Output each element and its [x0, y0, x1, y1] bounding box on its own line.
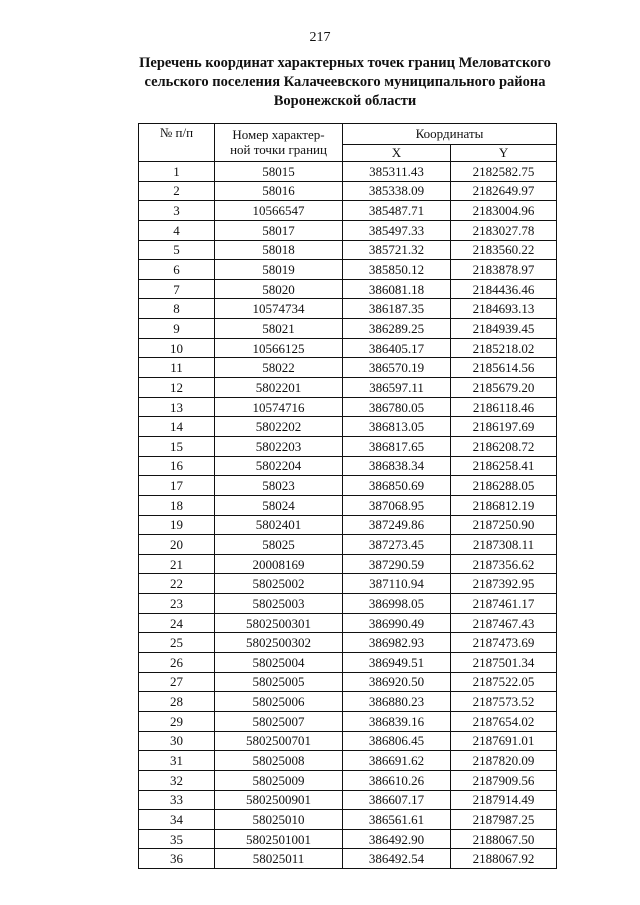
table-row [139, 378, 557, 398]
row-index-cell: 7 [139, 279, 215, 299]
row-x-cell: 387273.45 [343, 535, 451, 555]
table-row [139, 810, 557, 830]
row-index-cell: 21 [139, 554, 215, 574]
table-row [139, 711, 557, 731]
row-point-cell: 58025003 [215, 594, 343, 614]
row-x-cell: 385850.12 [343, 260, 451, 280]
row-x-cell: 386610.26 [343, 770, 451, 790]
row-index-cell: 13 [139, 397, 215, 417]
table-row [139, 849, 557, 869]
row-x-cell: 386880.23 [343, 692, 451, 712]
header-coordinates: Координаты [343, 124, 557, 145]
table-row [139, 574, 557, 594]
row-x-cell: 386780.05 [343, 397, 451, 417]
row-index-cell: 18 [139, 495, 215, 515]
row-index-cell: 33 [139, 790, 215, 810]
row-x-cell: 386817.65 [343, 436, 451, 456]
header-index: № п/п [139, 124, 215, 162]
row-point-cell: 10566547 [215, 201, 343, 221]
header-point-number-line-1: Номер характер- [232, 127, 325, 142]
row-point-cell: 5802500301 [215, 613, 343, 633]
row-index-cell: 24 [139, 613, 215, 633]
table-row [139, 751, 557, 771]
row-x-cell: 386597.11 [343, 378, 451, 398]
table-row [139, 417, 557, 437]
row-index-cell: 15 [139, 436, 215, 456]
row-point-cell: 20008169 [215, 554, 343, 574]
row-index-cell: 20 [139, 535, 215, 555]
table-row [139, 476, 557, 496]
row-point-cell: 58022 [215, 358, 343, 378]
row-index-cell: 34 [139, 810, 215, 830]
table-row [139, 220, 557, 240]
row-index-cell: 10 [139, 338, 215, 358]
table-row [139, 495, 557, 515]
row-point-cell: 5802500302 [215, 633, 343, 653]
table-row [139, 692, 557, 712]
row-point-cell: 58020 [215, 279, 343, 299]
table-row [139, 829, 557, 849]
document-title-line-2: сельского поселения Калачеевского муниципального района [144, 74, 546, 90]
row-index-cell: 26 [139, 653, 215, 673]
row-y-cell: 2186258.41 [451, 456, 557, 476]
row-index-cell: 8 [139, 299, 215, 319]
row-x-cell: 386838.34 [343, 456, 451, 476]
row-index-cell: 22 [139, 574, 215, 594]
row-y-cell: 2182582.75 [451, 162, 557, 182]
table-row [139, 594, 557, 614]
row-index-cell: 35 [139, 829, 215, 849]
row-index-cell: 23 [139, 594, 215, 614]
row-x-cell: 385497.33 [343, 220, 451, 240]
row-x-cell: 385721.32 [343, 240, 451, 260]
row-x-cell: 386813.05 [343, 417, 451, 437]
table-row [139, 240, 557, 260]
row-x-cell: 386982.93 [343, 633, 451, 653]
row-point-cell: 10566125 [215, 338, 343, 358]
row-x-cell: 387249.86 [343, 515, 451, 535]
row-index-cell: 36 [139, 849, 215, 869]
row-x-cell: 385311.43 [343, 162, 451, 182]
row-y-cell: 2186118.46 [451, 397, 557, 417]
row-index-cell: 12 [139, 378, 215, 398]
row-point-cell: 58023 [215, 476, 343, 496]
row-x-cell: 387068.95 [343, 495, 451, 515]
row-y-cell: 2187250.90 [451, 515, 557, 535]
row-y-cell: 2183027.78 [451, 220, 557, 240]
table-row [139, 279, 557, 299]
row-point-cell: 58025005 [215, 672, 343, 692]
table-row [139, 456, 557, 476]
header-y: Y [451, 145, 557, 162]
row-index-cell: 30 [139, 731, 215, 751]
row-index-cell: 2 [139, 181, 215, 201]
row-y-cell: 2187909.56 [451, 770, 557, 790]
row-point-cell: 58017 [215, 220, 343, 240]
row-y-cell: 2187308.11 [451, 535, 557, 555]
row-x-cell: 386492.90 [343, 829, 451, 849]
row-index-cell: 27 [139, 672, 215, 692]
row-point-cell: 10574716 [215, 397, 343, 417]
row-point-cell: 5802501001 [215, 829, 343, 849]
row-point-cell: 58016 [215, 181, 343, 201]
row-y-cell: 2187691.01 [451, 731, 557, 751]
table-row [139, 790, 557, 810]
row-index-cell: 17 [139, 476, 215, 496]
header-point-number [215, 124, 343, 162]
row-x-cell: 386081.18 [343, 279, 451, 299]
row-x-cell: 386850.69 [343, 476, 451, 496]
row-x-cell: 387110.94 [343, 574, 451, 594]
table-header-row [139, 124, 557, 145]
row-y-cell: 2187987.25 [451, 810, 557, 830]
row-point-cell: 58025004 [215, 653, 343, 673]
row-index-cell: 1 [139, 162, 215, 182]
row-x-cell: 386561.61 [343, 810, 451, 830]
row-y-cell: 2184436.46 [451, 279, 557, 299]
document-title [110, 54, 580, 111]
row-x-cell: 386607.17 [343, 790, 451, 810]
row-x-cell: 386289.25 [343, 319, 451, 339]
row-y-cell: 2187820.09 [451, 751, 557, 771]
table-row [139, 319, 557, 339]
row-index-cell: 11 [139, 358, 215, 378]
row-y-cell: 2185679.20 [451, 378, 557, 398]
header-x: X [343, 145, 451, 162]
table-row [139, 633, 557, 653]
table-row [139, 554, 557, 574]
row-point-cell: 5802401 [215, 515, 343, 535]
row-point-cell: 58025010 [215, 810, 343, 830]
row-x-cell: 386570.19 [343, 358, 451, 378]
row-x-cell: 385487.71 [343, 201, 451, 221]
row-y-cell: 2187461.17 [451, 594, 557, 614]
row-y-cell: 2184693.13 [451, 299, 557, 319]
row-index-cell: 28 [139, 692, 215, 712]
row-point-cell: 5802500701 [215, 731, 343, 751]
row-index-cell: 25 [139, 633, 215, 653]
row-y-cell: 2186197.69 [451, 417, 557, 437]
row-index-cell: 4 [139, 220, 215, 240]
row-y-cell: 2187522.05 [451, 672, 557, 692]
document-title-line-3: Воронежской области [273, 93, 417, 109]
row-point-cell: 58015 [215, 162, 343, 182]
table-row [139, 731, 557, 751]
row-point-cell: 58021 [215, 319, 343, 339]
row-x-cell: 386187.35 [343, 299, 451, 319]
row-y-cell: 2187654.02 [451, 711, 557, 731]
row-y-cell: 2184939.45 [451, 319, 557, 339]
row-x-cell: 387290.59 [343, 554, 451, 574]
row-index-cell: 16 [139, 456, 215, 476]
row-point-cell: 58018 [215, 240, 343, 260]
document-title-line-1: Перечень координат характерных точек границ Меловатского [139, 55, 551, 71]
row-point-cell: 58025008 [215, 751, 343, 771]
row-x-cell: 385338.09 [343, 181, 451, 201]
row-index-cell: 3 [139, 201, 215, 221]
row-y-cell: 2187467.43 [451, 613, 557, 633]
row-point-cell: 10574734 [215, 299, 343, 319]
coordinates-table [138, 123, 557, 869]
page-number: 217 [309, 30, 331, 45]
row-point-cell: 58025 [215, 535, 343, 555]
row-x-cell: 386990.49 [343, 613, 451, 633]
table-row [139, 338, 557, 358]
row-point-cell: 5802204 [215, 456, 343, 476]
row-x-cell: 386839.16 [343, 711, 451, 731]
row-y-cell: 2183878.97 [451, 260, 557, 280]
row-index-cell: 29 [139, 711, 215, 731]
row-point-cell: 5802203 [215, 436, 343, 456]
row-y-cell: 2187473.69 [451, 633, 557, 653]
row-x-cell: 386920.50 [343, 672, 451, 692]
table-row [139, 436, 557, 456]
table-row [139, 653, 557, 673]
row-y-cell: 2187392.95 [451, 574, 557, 594]
row-x-cell: 386806.45 [343, 731, 451, 751]
table-row [139, 535, 557, 555]
table-row [139, 181, 557, 201]
row-point-cell: 58024 [215, 495, 343, 515]
row-y-cell: 2186812.19 [451, 495, 557, 515]
table-row [139, 299, 557, 319]
table-row [139, 515, 557, 535]
row-y-cell: 2182649.97 [451, 181, 557, 201]
row-point-cell: 58025002 [215, 574, 343, 594]
row-y-cell: 2183560.22 [451, 240, 557, 260]
header-point-number-line-2: ной точки границ [230, 141, 327, 157]
table-row [139, 770, 557, 790]
row-point-cell: 58025009 [215, 770, 343, 790]
table-header [139, 124, 557, 162]
row-y-cell: 2183004.96 [451, 201, 557, 221]
row-index-cell: 31 [139, 751, 215, 771]
row-y-cell: 2188067.92 [451, 849, 557, 869]
row-point-cell: 5802201 [215, 378, 343, 398]
row-x-cell: 386492.54 [343, 849, 451, 869]
row-y-cell: 2188067.50 [451, 829, 557, 849]
table-row [139, 358, 557, 378]
row-index-cell: 19 [139, 515, 215, 535]
row-x-cell: 386998.05 [343, 594, 451, 614]
row-x-cell: 386691.62 [343, 751, 451, 771]
table-row [139, 260, 557, 280]
row-x-cell: 386949.51 [343, 653, 451, 673]
row-x-cell: 386405.17 [343, 338, 451, 358]
row-y-cell: 2187914.49 [451, 790, 557, 810]
row-y-cell: 2187501.34 [451, 653, 557, 673]
row-point-cell: 58019 [215, 260, 343, 280]
row-point-cell: 58025007 [215, 711, 343, 731]
row-y-cell: 2186208.72 [451, 436, 557, 456]
table-row [139, 201, 557, 221]
table-row [139, 162, 557, 182]
table-row [139, 672, 557, 692]
row-point-cell: 5802202 [215, 417, 343, 437]
row-y-cell: 2186288.05 [451, 476, 557, 496]
row-index-cell: 32 [139, 770, 215, 790]
row-y-cell: 2187573.52 [451, 692, 557, 712]
row-y-cell: 2187356.62 [451, 554, 557, 574]
table-row [139, 613, 557, 633]
table-body [139, 162, 557, 869]
row-index-cell: 5 [139, 240, 215, 260]
table-row [139, 397, 557, 417]
row-point-cell: 58025006 [215, 692, 343, 712]
row-y-cell: 2185218.02 [451, 338, 557, 358]
row-point-cell: 58025011 [215, 849, 343, 869]
row-index-cell: 9 [139, 319, 215, 339]
row-index-cell: 6 [139, 260, 215, 280]
row-point-cell: 5802500901 [215, 790, 343, 810]
row-y-cell: 2185614.56 [451, 358, 557, 378]
row-index-cell: 14 [139, 417, 215, 437]
